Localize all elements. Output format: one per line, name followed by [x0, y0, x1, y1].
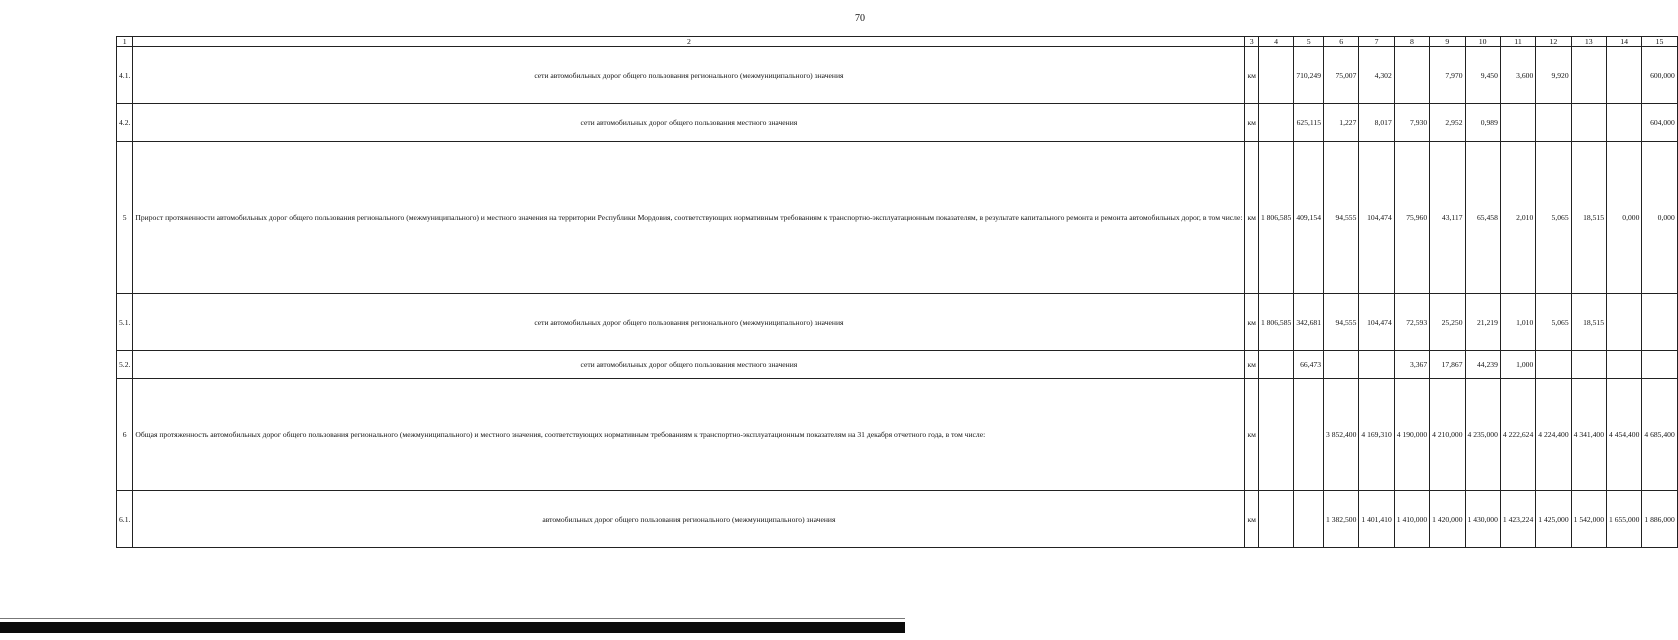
value-cell — [1294, 379, 1324, 491]
value-cell: 25,250 — [1430, 294, 1465, 351]
value-cell — [1607, 104, 1642, 142]
value-cell: 8,017 — [1359, 104, 1394, 142]
header-row — [117, 37, 1678, 47]
col-header: 11 — [1500, 37, 1535, 47]
col-header: 5 — [1294, 37, 1324, 47]
value-cell — [1571, 104, 1606, 142]
value-cell: 4 190,000 — [1394, 379, 1429, 491]
value-cell — [1536, 351, 1571, 379]
value-cell: 94,555 — [1324, 294, 1359, 351]
col-header: 13 — [1571, 37, 1606, 47]
value-cell: 0,000 — [1642, 142, 1677, 294]
row-unit: км — [1245, 379, 1259, 491]
value-cell: 4 222,624 — [1500, 379, 1535, 491]
value-cell: 3 852,400 — [1324, 379, 1359, 491]
value-cell: 1,000 — [1500, 351, 1535, 379]
value-cell: 710,249 — [1294, 47, 1324, 104]
row-name: Общая протяженность автомобильных дорог общего пользования регионального (межмуниципального) и местного значения, соответствующих нормативным требованиям к транспортно-эксплуатационным показателям на 31 декабря отчетного года, в том числе: — [133, 379, 1245, 491]
value-cell: 94,555 — [1324, 142, 1359, 294]
data-table — [116, 36, 1678, 548]
value-cell: 2,952 — [1430, 104, 1465, 142]
value-cell: 4 341,400 — [1571, 379, 1606, 491]
value-cell: 4 224,400 — [1536, 379, 1571, 491]
value-cell — [1642, 351, 1677, 379]
row-name: автомобильных дорог общего пользования регионального (межмуниципального) значения — [133, 491, 1245, 548]
table-row — [117, 142, 1678, 294]
value-cell: 18,515 — [1571, 294, 1606, 351]
value-cell: 5,065 — [1536, 294, 1571, 351]
value-cell: 1 401,410 — [1359, 491, 1394, 548]
value-cell: 1 423,224 — [1500, 491, 1535, 548]
value-cell: 4 454,400 — [1607, 379, 1642, 491]
value-cell: 104,474 — [1359, 294, 1394, 351]
table-row — [117, 379, 1678, 491]
row-name: сети автомобильных дорог общего пользования местного значения — [133, 104, 1245, 142]
col-header: 4 — [1258, 37, 1293, 47]
row-unit: км — [1245, 142, 1259, 294]
value-cell: 1 430,000 — [1465, 491, 1500, 548]
value-cell: 4 685,400 — [1642, 379, 1677, 491]
row-unit: км — [1245, 47, 1259, 104]
value-cell: 1,227 — [1324, 104, 1359, 142]
row-unit: км — [1245, 351, 1259, 379]
row-index: 5 — [117, 142, 133, 294]
value-cell: 1 420,000 — [1430, 491, 1465, 548]
value-cell: 75,007 — [1324, 47, 1359, 104]
value-cell: 9,450 — [1465, 47, 1500, 104]
value-cell: 604,000 — [1642, 104, 1677, 142]
table-row — [117, 47, 1678, 104]
value-cell: 18,515 — [1571, 142, 1606, 294]
value-cell — [1258, 47, 1293, 104]
value-cell: 44,239 — [1465, 351, 1500, 379]
value-cell: 9,920 — [1536, 47, 1571, 104]
value-cell: 409,154 — [1294, 142, 1324, 294]
value-cell: 1 382,500 — [1324, 491, 1359, 548]
row-index: 5.1. — [117, 294, 133, 351]
value-cell: 104,474 — [1359, 142, 1394, 294]
row-index: 4.1. — [117, 47, 133, 104]
value-cell: 0,989 — [1465, 104, 1500, 142]
value-cell: 0,000 — [1607, 142, 1642, 294]
col-header: 12 — [1536, 37, 1571, 47]
value-cell — [1394, 47, 1429, 104]
row-name: сети автомобильных дорог общего пользования местного значения — [133, 351, 1245, 379]
value-cell: 7,930 — [1394, 104, 1429, 142]
row-unit: км — [1245, 294, 1259, 351]
value-cell — [1571, 47, 1606, 104]
value-cell: 3,600 — [1500, 47, 1535, 104]
value-cell — [1607, 294, 1642, 351]
col-header: 2 — [133, 37, 1245, 47]
value-cell — [1500, 104, 1535, 142]
scan-bottom-edge — [0, 622, 905, 633]
value-cell: 17,867 — [1430, 351, 1465, 379]
col-header: 10 — [1465, 37, 1500, 47]
value-cell — [1607, 47, 1642, 104]
col-header: 7 — [1359, 37, 1394, 47]
value-cell: 1 886,000 — [1642, 491, 1677, 548]
value-cell: 75,960 — [1394, 142, 1429, 294]
value-cell: 1 425,000 — [1536, 491, 1571, 548]
col-header: 15 — [1642, 37, 1677, 47]
value-cell: 66,473 — [1294, 351, 1324, 379]
value-cell — [1258, 351, 1293, 379]
value-cell: 7,970 — [1430, 47, 1465, 104]
table-row — [117, 104, 1678, 142]
table-row — [117, 351, 1678, 379]
row-index: 6.1. — [117, 491, 133, 548]
table-row — [117, 294, 1678, 351]
value-cell — [1294, 491, 1324, 548]
value-cell: 4 169,310 — [1359, 379, 1394, 491]
value-cell: 1 542,000 — [1571, 491, 1606, 548]
row-name: сети автомобильных дорог общего пользования регионального (межмуниципального) значения — [133, 294, 1245, 351]
value-cell: 2,010 — [1500, 142, 1535, 294]
value-cell: 65,458 — [1465, 142, 1500, 294]
value-cell: 43,117 — [1430, 142, 1465, 294]
value-cell: 5,065 — [1536, 142, 1571, 294]
row-name: Прирост протяженности автомобильных дорог общего пользования регионального (межмуниципального) и местного значения на территории Республики Мордовия, соответствующих нормативным требованиям к транспортно-эксплуатационным показателям, в результате капитального ремонта и ремонта автомобильных дорог, в том числе: — [133, 142, 1245, 294]
value-cell: 4,302 — [1359, 47, 1394, 104]
value-cell: 4 210,000 — [1430, 379, 1465, 491]
value-cell — [1571, 351, 1606, 379]
col-header: 9 — [1430, 37, 1465, 47]
row-name: сети автомобильных дорог общего пользования регионального (межмуниципального) значения — [133, 47, 1245, 104]
value-cell: 1 410,000 — [1394, 491, 1429, 548]
value-cell: 1 806,585 — [1258, 142, 1293, 294]
row-unit: км — [1245, 104, 1259, 142]
col-header: 8 — [1394, 37, 1429, 47]
row-unit: км — [1245, 491, 1259, 548]
value-cell — [1258, 104, 1293, 142]
value-cell: 3,367 — [1394, 351, 1429, 379]
page-edge-line — [0, 618, 905, 619]
row-index: 6 — [117, 379, 133, 491]
value-cell — [1258, 379, 1293, 491]
value-cell: 72,593 — [1394, 294, 1429, 351]
value-cell: 1,010 — [1500, 294, 1535, 351]
table-row — [117, 491, 1678, 548]
value-cell — [1642, 294, 1677, 351]
value-cell: 342,681 — [1294, 294, 1324, 351]
col-header: 14 — [1607, 37, 1642, 47]
row-index: 4.2. — [117, 104, 133, 142]
value-cell: 625,115 — [1294, 104, 1324, 142]
value-cell — [1359, 351, 1394, 379]
col-header: 3 — [1245, 37, 1259, 47]
value-cell: 4 235,000 — [1465, 379, 1500, 491]
value-cell — [1536, 104, 1571, 142]
row-index: 5.2. — [117, 351, 133, 379]
value-cell — [1258, 491, 1293, 548]
value-cell: 1 655,000 — [1607, 491, 1642, 548]
value-cell — [1324, 351, 1359, 379]
col-header: 6 — [1324, 37, 1359, 47]
col-header: 1 — [117, 37, 133, 47]
page-number: 70 — [855, 13, 865, 24]
value-cell — [1607, 351, 1642, 379]
value-cell: 600,000 — [1642, 47, 1677, 104]
value-cell: 1 806,585 — [1258, 294, 1293, 351]
value-cell: 21,219 — [1465, 294, 1500, 351]
